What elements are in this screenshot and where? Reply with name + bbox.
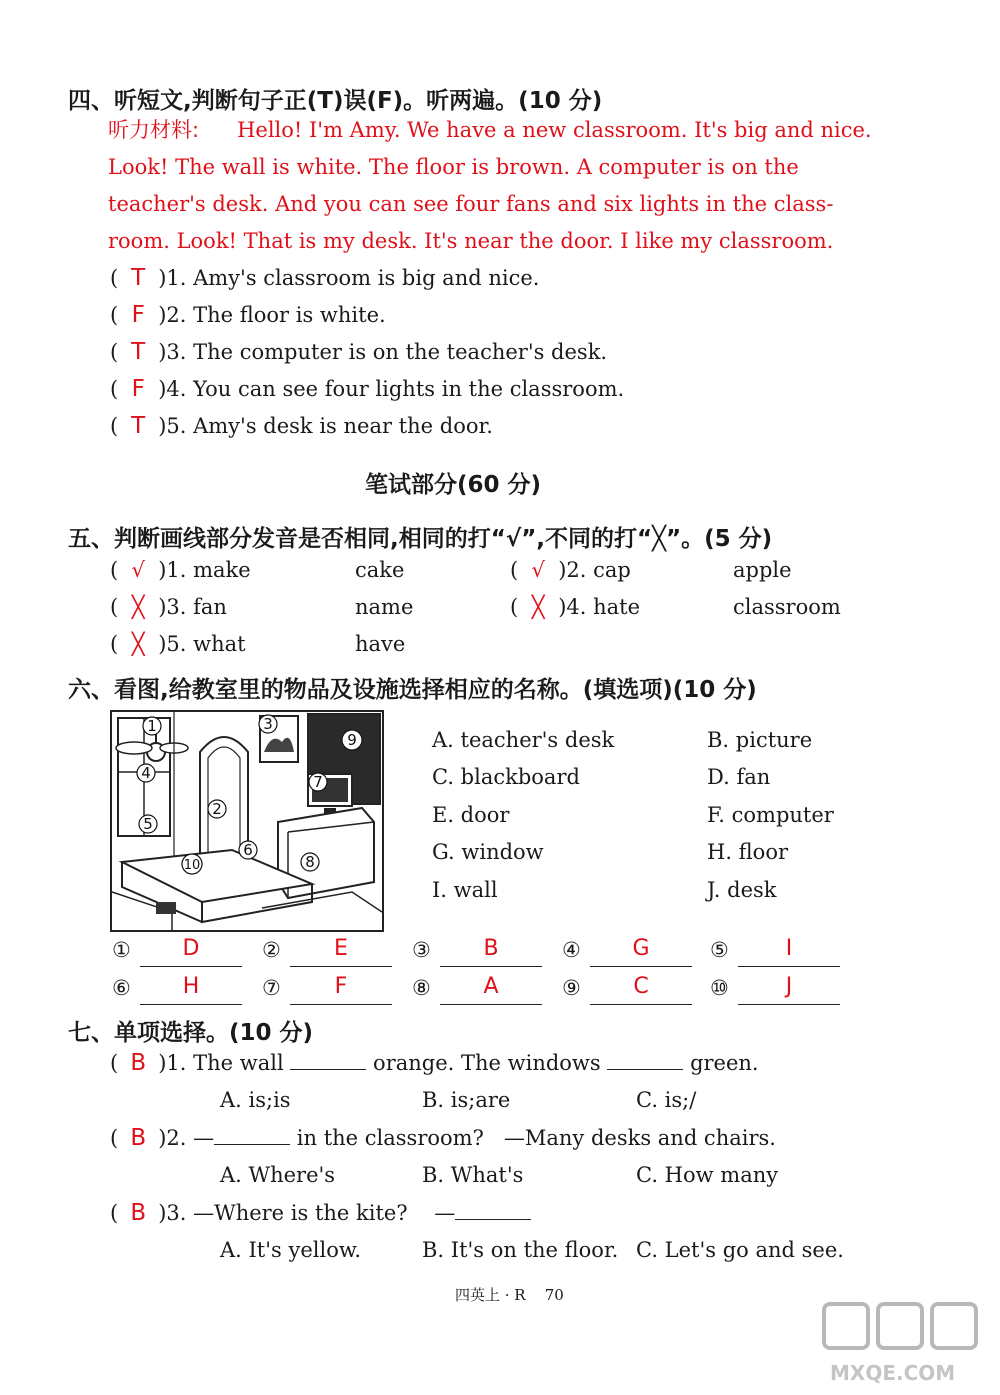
fill-answer: H	[182, 974, 200, 999]
option-e: E. door	[432, 803, 510, 827]
item-text: )4. You can see four lights in the classroom.	[158, 377, 625, 401]
sec5-word2-3: name	[355, 595, 414, 619]
item-text: )3. The computer is on the teacher's desk.	[158, 340, 608, 364]
watermark-logo	[820, 1300, 990, 1386]
fill-answer: C	[633, 974, 649, 999]
num: )1.	[158, 558, 187, 582]
sec7-q2-c: C. How many	[636, 1163, 779, 1187]
num: )5.	[158, 632, 187, 656]
fill-answer: B	[483, 936, 499, 961]
q-text: )2. —	[158, 1126, 215, 1150]
check-mark: √	[531, 558, 545, 582]
q-text: —	[434, 1201, 456, 1225]
answer: B	[130, 1200, 147, 1226]
option-f: F. computer	[707, 803, 834, 827]
q-text: )3. —Where is the kite?	[158, 1201, 408, 1225]
label: ⑥	[112, 976, 131, 1000]
label: ⑧	[412, 976, 431, 1000]
q-text: —Many desks and chairs.	[503, 1126, 776, 1150]
svg-text:1: 1	[147, 717, 157, 735]
sec5-word2-1: cake	[355, 558, 405, 582]
label: ⑦	[262, 976, 281, 1000]
option-a: A. teacher's desk	[432, 728, 615, 752]
item-text: )1. Amy's classroom is big and nice.	[158, 266, 540, 290]
q-text: )1. The wall	[158, 1051, 284, 1075]
fill-answer: J	[785, 974, 793, 999]
fill-9	[562, 974, 649, 1000]
blank	[214, 1144, 290, 1145]
svg-text:2: 2	[212, 800, 222, 818]
section-7-title: 七、单项选择。(10 分)	[68, 1020, 314, 1046]
num: )2.	[558, 558, 587, 582]
cross-mark: ╳	[131, 632, 145, 656]
option-g: G. window	[432, 840, 544, 864]
fill-answer: A	[483, 974, 499, 999]
num: )4.	[558, 595, 587, 619]
sec4-item-1: ( T )1. Amy's classroom is big and nice.	[110, 265, 540, 291]
fill-7	[262, 974, 348, 1000]
footer	[455, 1284, 564, 1305]
fill-answer: I	[785, 936, 793, 961]
sec5-item-2: ( √ )2. cap	[510, 558, 631, 582]
sec5-item-4: ( ╳ )4. hate	[510, 595, 641, 619]
word-1: hate	[593, 595, 641, 619]
sec7-q1-b: B. is;are	[422, 1088, 511, 1112]
svg-text:4: 4	[141, 764, 151, 782]
sec7-q2-a: A. Where's	[220, 1163, 336, 1187]
fill-5	[710, 936, 793, 962]
answer: B	[130, 1125, 147, 1151]
sec5-item-3: ( ╳ )3. fan	[110, 595, 227, 619]
q-text: in the classroom?	[296, 1126, 484, 1150]
sec5-item-1: ( √ )1. make	[110, 558, 251, 582]
fill-1	[112, 936, 200, 962]
svg-text:8: 8	[305, 853, 315, 871]
page-number: 70	[544, 1286, 564, 1304]
sec7-q2-b: B. What's	[422, 1163, 524, 1187]
watermark-logo-icon	[820, 1300, 990, 1386]
option-h: H. floor	[707, 840, 788, 864]
answer: F	[131, 376, 145, 402]
sec7-q2: ( B )2. — in the classroom? —Many desks and chairs.	[110, 1125, 776, 1151]
fill-answer: G	[632, 936, 650, 961]
answer: F	[131, 302, 145, 328]
label: ⑨	[562, 976, 581, 1000]
label: ⑩	[710, 976, 729, 1000]
q-text: orange. The windows	[373, 1051, 601, 1075]
classroom-picture	[110, 710, 384, 932]
fill-4	[562, 936, 650, 962]
sec4-item-4: ( F )4. You can see four lights in the classroom.	[110, 376, 625, 402]
label: ①	[112, 938, 131, 962]
option-i: I. wall	[432, 878, 498, 902]
sec7-q3-b: B. It's on the floor.	[422, 1238, 619, 1262]
fill-answer: E	[334, 936, 348, 961]
sec5-item-5: ( ╳ )5. what	[110, 632, 246, 656]
classroom-illustration	[112, 712, 382, 930]
fill-answer: F	[334, 974, 348, 999]
material-label: 听力材料:	[108, 118, 200, 142]
section-5-title: 五、判断画线部分发音是否相同,相同的打“√”,不同的打“╳”。(5 分)	[68, 526, 773, 552]
fill-8	[412, 974, 499, 1000]
label: ⑤	[710, 938, 729, 962]
written-part-title: 笔试部分(60 分)	[365, 472, 542, 498]
word-1: what	[193, 632, 246, 656]
fill-3	[412, 936, 499, 962]
listening-material	[108, 112, 878, 260]
answer: T	[131, 339, 146, 365]
svg-text:6: 6	[243, 841, 253, 859]
sec5-word2-4: classroom	[733, 595, 841, 619]
item-text: )5. Amy's desk is near the door.	[158, 414, 493, 438]
svg-text:10: 10	[183, 858, 201, 873]
svg-text:7: 7	[313, 773, 323, 791]
material-text: Hello! I'm Amy. We have a new classroom. It's big and nice. Look! The wall is white. The floor is brown. A computer is on the teacher's desk. And you can see four fans and six lights in the class-room. Look! That is my desk. It's near the door. I like my classroom.	[108, 118, 872, 253]
fill-2	[262, 936, 348, 962]
word-1: make	[193, 558, 251, 582]
sec7-q1-c: C. is;/	[636, 1088, 697, 1112]
label: ③	[412, 938, 431, 962]
section-6-title: 六、看图,给教室里的物品及设施选择相应的名称。(填选项)(10 分)	[68, 677, 757, 703]
word-1: cap	[593, 558, 631, 582]
blank	[455, 1219, 531, 1220]
option-b: B. picture	[707, 728, 813, 752]
footer-book: 四英上 · R	[455, 1286, 526, 1304]
sec4-item-5: ( T )5. Amy's desk is near the door.	[110, 413, 493, 439]
blank	[607, 1069, 683, 1070]
label: ②	[262, 938, 281, 962]
sec7-q1-a: A. is;is	[220, 1088, 291, 1112]
sec7-q1: ( B )1. The wall orange. The windows green.	[110, 1050, 759, 1076]
blank	[290, 1069, 366, 1070]
sec7-q3-c: C. Let's go and see.	[636, 1238, 844, 1262]
svg-text:5: 5	[143, 815, 153, 833]
item-text: )2. The floor is white.	[158, 303, 386, 327]
num: )3.	[158, 595, 187, 619]
sec4-item-3: ( T )3. The computer is on the teacher's desk.	[110, 339, 608, 365]
sec7-q3: ( B )3. —Where is the kite? —	[110, 1200, 531, 1226]
check-mark: √	[131, 558, 145, 582]
sec5-word2-2: apple	[733, 558, 792, 582]
answer: T	[131, 413, 146, 439]
sec7-q3-a: A. It's yellow.	[220, 1238, 362, 1262]
svg-text:3: 3	[263, 715, 273, 733]
fill-6	[112, 974, 200, 1000]
sec4-item-2: ( F )2. The floor is white.	[110, 302, 386, 328]
cross-mark: ╳	[131, 595, 145, 619]
cross-mark: ╳	[531, 595, 545, 619]
answer: T	[131, 265, 146, 291]
q-text: green.	[690, 1051, 759, 1075]
option-j: J. desk	[707, 878, 777, 902]
svg-text:MXQE.COM: MXQE.COM	[830, 1361, 956, 1385]
sec5-word2-5: have	[355, 632, 406, 656]
label: ④	[562, 938, 581, 962]
answer: B	[130, 1050, 147, 1076]
option-d: D. fan	[707, 765, 771, 789]
section-4-title: 四、听短文,判断句子正(T)误(F)。听两遍。(10 分)	[68, 88, 603, 114]
word-1: fan	[193, 595, 227, 619]
option-c: C. blackboard	[432, 765, 580, 789]
fill-10	[710, 974, 793, 1000]
svg-text:9: 9	[347, 731, 357, 749]
fill-answer: D	[182, 936, 200, 961]
